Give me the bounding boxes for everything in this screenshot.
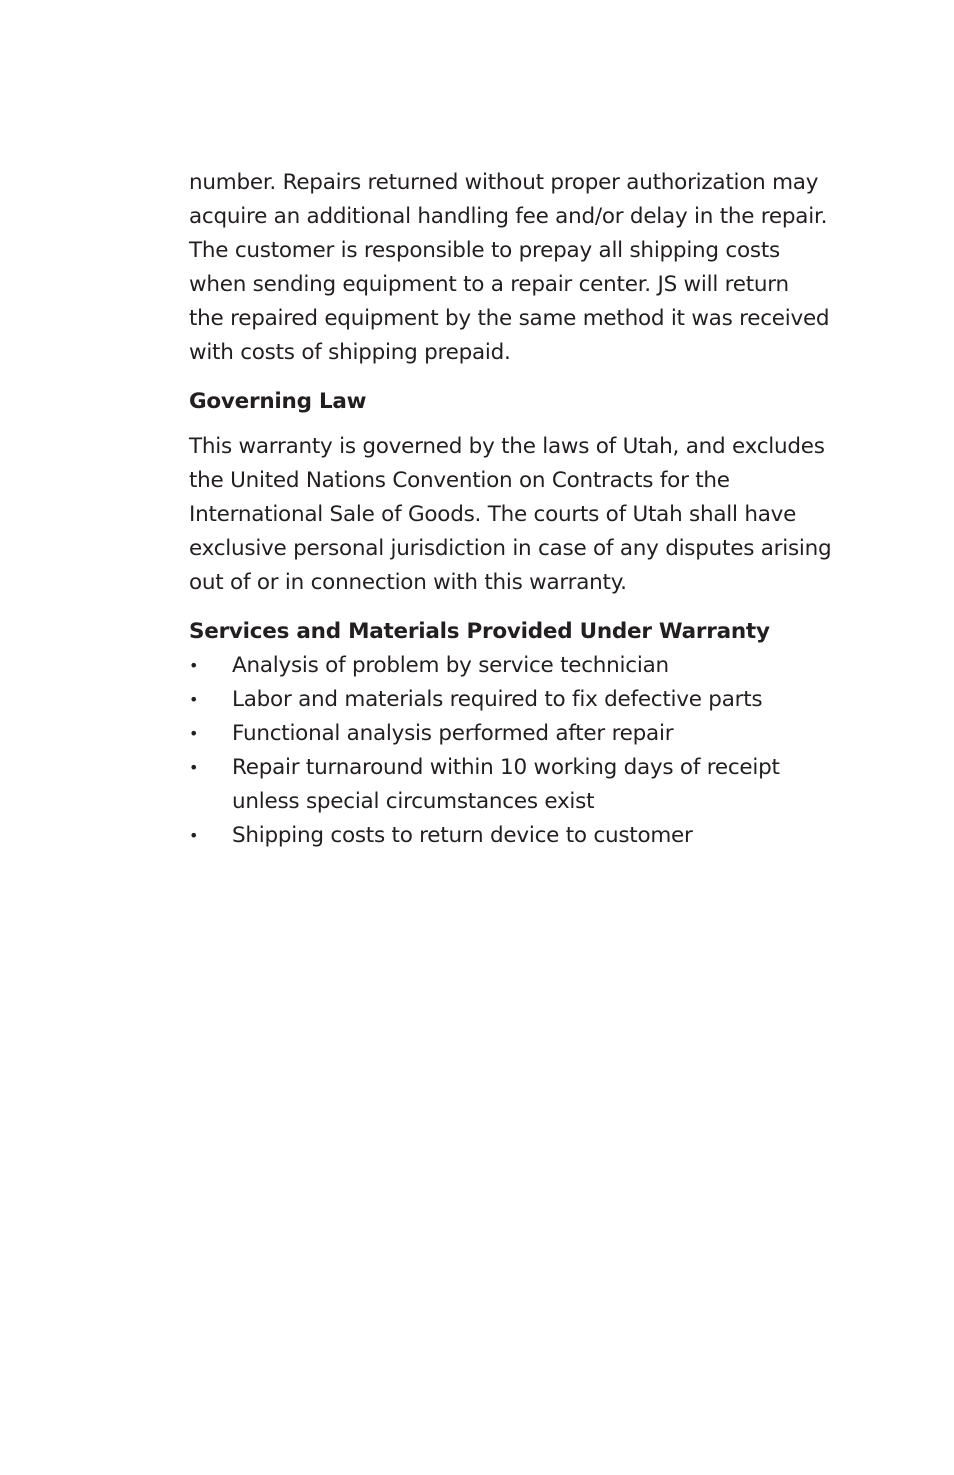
bullet-icon: • [189, 758, 199, 777]
intro-line: acquire an additional handling fee and/or delay in the repair. [189, 204, 828, 229]
list-item-text: unless special circumstances exist [232, 789, 595, 814]
services-heading: Services and Materials Provided Under Warranty [189, 619, 770, 644]
list-item-text: Functional analysis performed after repair [232, 721, 674, 746]
list-item [189, 717, 839, 751]
intro-line: The customer is responsible to prepay all shipping costs [189, 238, 780, 263]
list-item-text: Labor and materials required to fix defective parts [232, 687, 763, 712]
intro-line: number. Repairs returned without proper authorization may [189, 170, 819, 195]
intro-line: with costs of shipping prepaid. [189, 340, 511, 365]
governing-law-line: exclusive personal jurisdiction in case of any disputes arising [189, 536, 832, 561]
list-item-text: Repair turnaround within 10 working days of receipt [232, 755, 780, 780]
governing-law-paragraph [189, 430, 839, 600]
governing-law-line: This warranty is governed by the laws of Utah, and excludes [189, 434, 825, 459]
list-item [189, 683, 839, 717]
list-item [189, 819, 839, 853]
governing-law-line: out of or in connection with this warranty. [189, 570, 627, 595]
governing-law-heading: Governing Law [189, 389, 367, 414]
list-item-text: Shipping costs to return device to customer [232, 823, 693, 848]
intro-line: when sending equipment to a repair center. JS will return [189, 272, 789, 297]
intro-paragraph [189, 166, 839, 370]
intro-line: the repaired equipment by the same method it was received [189, 306, 830, 331]
document-page [189, 166, 839, 853]
list-item [189, 751, 839, 819]
list-item [189, 649, 839, 683]
governing-law-line: International Sale of Goods. The courts of Utah shall have [189, 502, 797, 527]
governing-law-line: the United Nations Convention on Contracts for the [189, 468, 730, 493]
bullet-icon: • [189, 656, 199, 675]
bullet-icon: • [189, 690, 199, 709]
bullet-icon: • [189, 724, 199, 743]
list-item-text: Analysis of problem by service technician [232, 653, 669, 678]
services-list [189, 649, 839, 853]
bullet-icon: • [189, 826, 199, 845]
